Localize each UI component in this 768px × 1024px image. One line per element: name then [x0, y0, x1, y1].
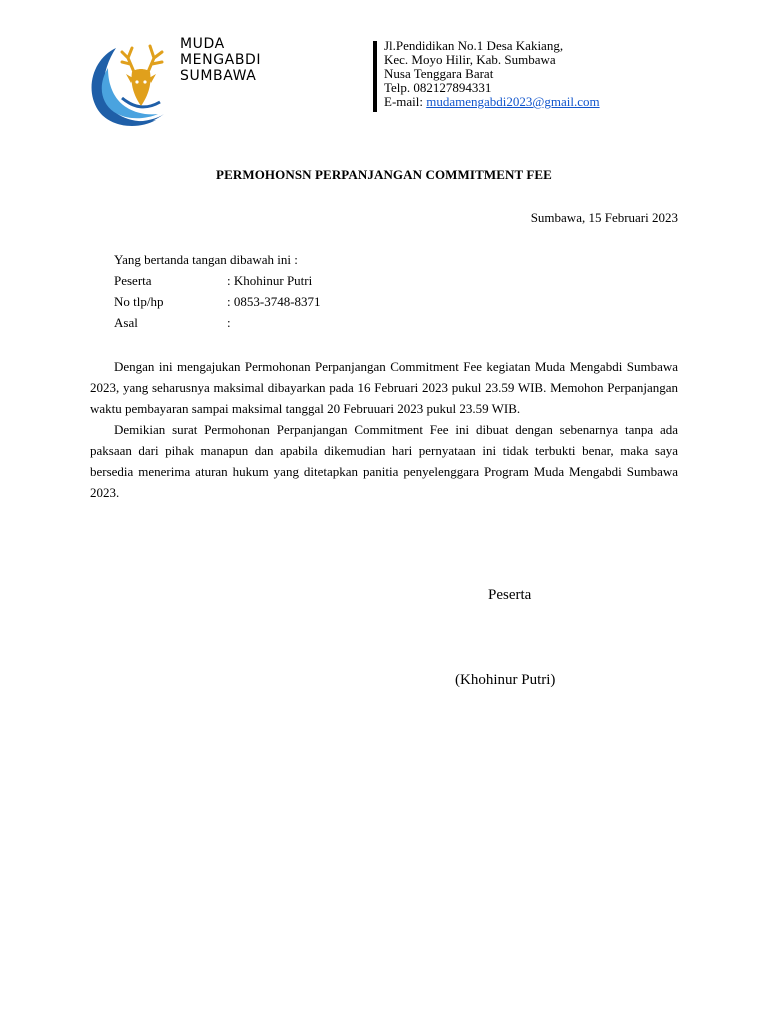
field-row-asal	[114, 315, 321, 336]
org-name	[180, 36, 261, 84]
org-name-line: SUMBAWA	[180, 68, 257, 84]
email-label: E-mail:	[384, 94, 427, 109]
letter-body	[90, 356, 678, 503]
field-value: :	[227, 315, 231, 330]
identity-fields	[114, 273, 321, 336]
letter-date: Sumbawa, 15 Februari 2023	[530, 210, 678, 225]
body-paragraph: Dengan ini mengajukan Permohonan Perpanjangan Commitment Fee kegiatan Muda Mengabdi Sumbawa 2023, yang seharusnya maksimal dibayarkan pada 16 Februari 2023 pukul 23.59 WIB. Memohon Perpanjangan waktu pembayaran sampai maksimal tanggal 20 Februuari 2023 pukul 23.59 WIB.	[90, 359, 678, 416]
field-label: Peserta	[114, 273, 152, 288]
field-value: : 0853-3748-8371	[227, 294, 321, 309]
deer-wave-logo-icon	[86, 38, 176, 130]
field-label: Asal	[114, 315, 138, 330]
letter-intro: Yang bertanda tangan dibawah ini :	[114, 252, 298, 267]
field-row-phone	[114, 294, 321, 315]
body-paragraph: Demikian surat Permohonan Perpanjangan Commitment Fee ini dibuat dengan sebenarnya tanpa ada paksaan dari pihak manapun dan apabila dikemudian hari pernyataan ini tidak terbukti benar, maka saya bersedia menerima aturan hukum yang ditetapkan panitia penyelenggara Program Muda Mengabdi Sumbawa 2023.	[90, 422, 678, 500]
address-phone: Telp. 082127894331	[384, 80, 492, 95]
address-divider	[373, 41, 377, 112]
address-block	[384, 39, 600, 109]
org-name-line: MENGABDI	[180, 52, 262, 68]
field-label: No tlp/hp	[114, 294, 164, 309]
address-line: Jl.Pendidikan No.1 Desa Kakiang,	[384, 38, 564, 53]
org-name-line: MUDA	[180, 36, 225, 52]
field-row-peserta	[114, 273, 321, 294]
signature-name: (Khohinur Putri)	[455, 672, 556, 688]
field-value: : Khohinur Putri	[227, 273, 313, 288]
address-email-line	[384, 95, 600, 109]
email-link[interactable]: mudamengabdi2023@gmail.com	[426, 94, 600, 109]
signature-label: Peserta	[488, 587, 532, 603]
address-line: Kec. Moyo Hilir, Kab. Sumbawa	[384, 52, 556, 67]
address-line: Nusa Tenggara Barat	[384, 66, 494, 81]
letter-title: PERMOHONSN PERPANJANGAN COMMITMENT FEE	[216, 167, 552, 182]
